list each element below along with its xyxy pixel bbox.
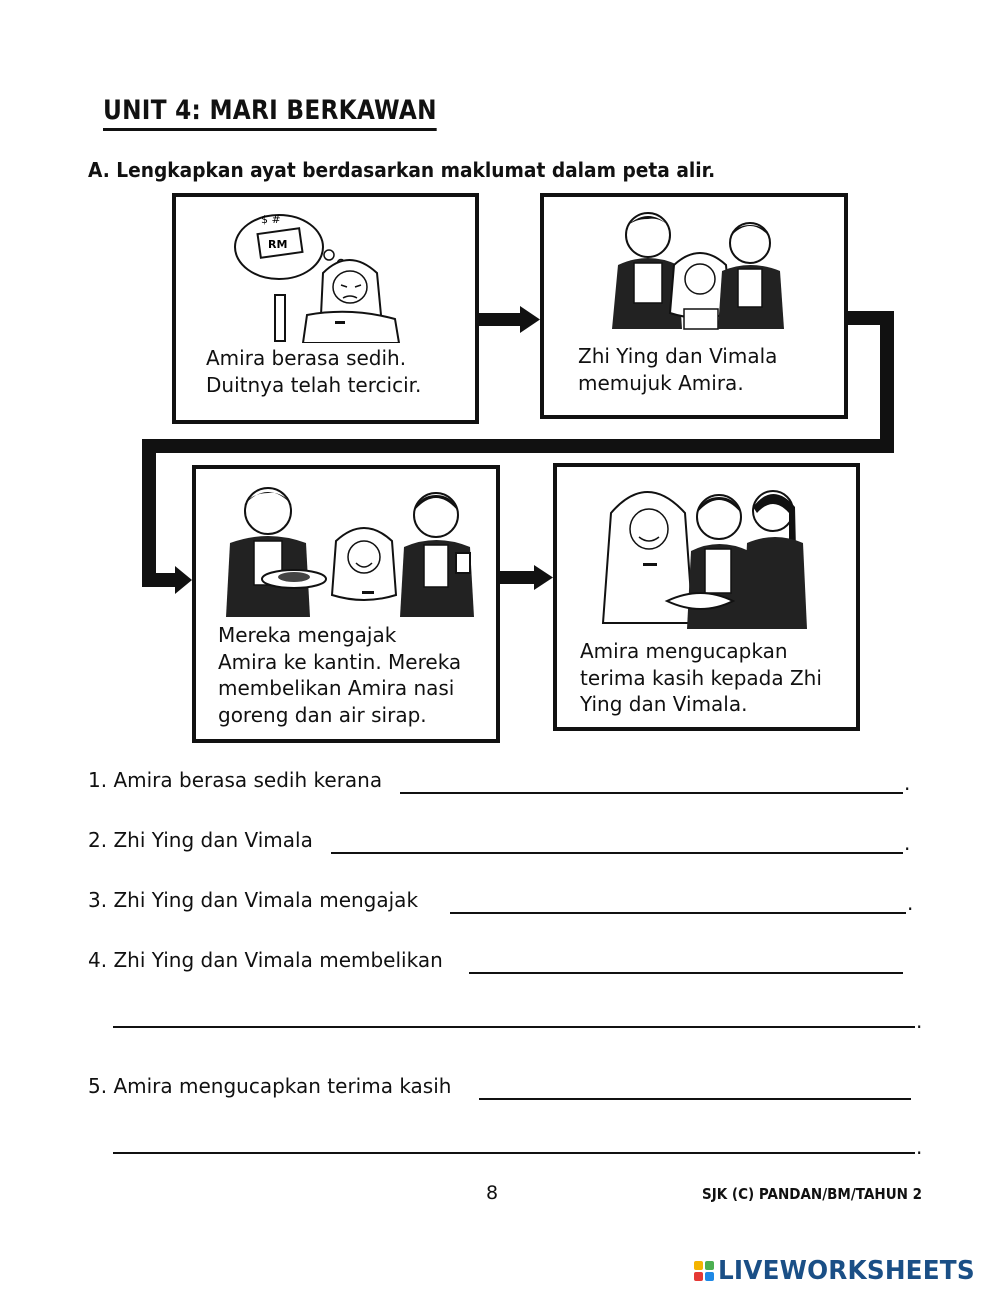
page-number: 8 bbox=[486, 1182, 499, 1204]
logo-tile-2 bbox=[705, 1261, 714, 1270]
connector-in-left bbox=[142, 573, 178, 587]
question-2-end: . bbox=[904, 831, 911, 855]
answer-3-input[interactable] bbox=[450, 890, 906, 914]
panel-3-line-4: goreng dan air sirap. bbox=[218, 702, 427, 727]
answer-4-input-continued[interactable] bbox=[113, 1004, 915, 1028]
brand-text: LIVEWORKSHEETS bbox=[718, 1256, 975, 1286]
arrow-shaft-1-2 bbox=[479, 313, 521, 326]
panel-3-caption bbox=[218, 622, 461, 728]
question-5-prompt: 5. Amira mengucapkan terima kasih bbox=[88, 1074, 452, 1098]
flow-panel-1 bbox=[172, 193, 479, 424]
connector-down-right bbox=[880, 311, 894, 453]
thought-money-label: RM bbox=[268, 238, 288, 251]
thank-you-illustration bbox=[597, 473, 827, 631]
logo-tile-4 bbox=[705, 1272, 714, 1281]
panel-2-line-1: Zhi Ying dan Vimala bbox=[578, 344, 778, 368]
panel-3-line-3: membelikan Amira nasi bbox=[218, 676, 455, 700]
liveworksheets-brand[interactable] bbox=[694, 1256, 988, 1286]
panel-1-line-2: Duitnya telah tercicir. bbox=[206, 373, 422, 397]
flow-panel-2 bbox=[540, 193, 848, 419]
cup-icon bbox=[456, 553, 470, 573]
question-1-end: . bbox=[904, 771, 911, 795]
panel-4-line-3: Ying dan Vimala. bbox=[580, 692, 748, 716]
panel-2-caption bbox=[578, 343, 777, 397]
arrow-head-into-3 bbox=[175, 566, 192, 594]
answer-1-input[interactable] bbox=[400, 770, 903, 794]
flow-panel-3 bbox=[192, 465, 500, 743]
panel-1-caption bbox=[206, 345, 421, 399]
liveworksheets-logo-icon bbox=[694, 1261, 714, 1281]
question-3-end: . bbox=[907, 891, 914, 915]
panel-4-caption bbox=[580, 638, 822, 718]
question-4-prompt: 4. Zhi Ying dan Vimala membelikan bbox=[88, 948, 443, 972]
panel-3-line-1: Mereka mengajak bbox=[218, 623, 397, 647]
page-title: UNIT 4: MARI BERKAWAN bbox=[103, 95, 437, 131]
logo-tile-1 bbox=[694, 1261, 703, 1270]
question-1-prompt: 1. Amira berasa sedih kerana bbox=[88, 768, 383, 792]
panel-4-line-1: Amira mengucapkan bbox=[580, 639, 788, 663]
flow-panel-4 bbox=[553, 463, 860, 731]
instruction-text: A. Lengkapkan ayat berdasarkan maklumat dalam peta alir. bbox=[88, 158, 716, 182]
answer-2-input[interactable] bbox=[331, 830, 903, 854]
panel-2-line-2: memujuk Amira. bbox=[578, 371, 744, 395]
question-3-prompt: 3. Zhi Ying dan Vimala mengajak bbox=[88, 888, 419, 912]
connector-down-left bbox=[142, 439, 156, 587]
comforting-friends-illustration bbox=[604, 205, 794, 333]
connector-across bbox=[142, 439, 894, 453]
panel-1-line-1: Amira berasa sedih. bbox=[206, 346, 407, 370]
canteen-treat-illustration bbox=[216, 477, 486, 617]
arrow-head-3-4 bbox=[534, 565, 553, 590]
question-4-end: . bbox=[916, 1009, 923, 1033]
panel-4-line-2: terima kasih kepada Zhi bbox=[580, 665, 822, 690]
arrow-shaft-3-4 bbox=[500, 571, 536, 584]
answer-4-input[interactable] bbox=[469, 950, 903, 974]
answer-5-input[interactable] bbox=[479, 1076, 911, 1100]
panel-3-line-2: Amira ke kantin. Mereka bbox=[218, 649, 462, 674]
school-label: SJK (C) PANDAN/BM/TAHUN 2 bbox=[702, 1185, 923, 1203]
question-2-prompt: 2. Zhi Ying dan Vimala bbox=[88, 828, 313, 852]
sad-girl-illustration bbox=[231, 203, 431, 343]
thought-symbols: $ # bbox=[261, 213, 281, 226]
arrow-head-1-2 bbox=[520, 306, 540, 333]
answer-5-input-continued[interactable] bbox=[113, 1130, 915, 1154]
logo-tile-3 bbox=[694, 1272, 703, 1281]
question-5-end: . bbox=[916, 1135, 923, 1159]
